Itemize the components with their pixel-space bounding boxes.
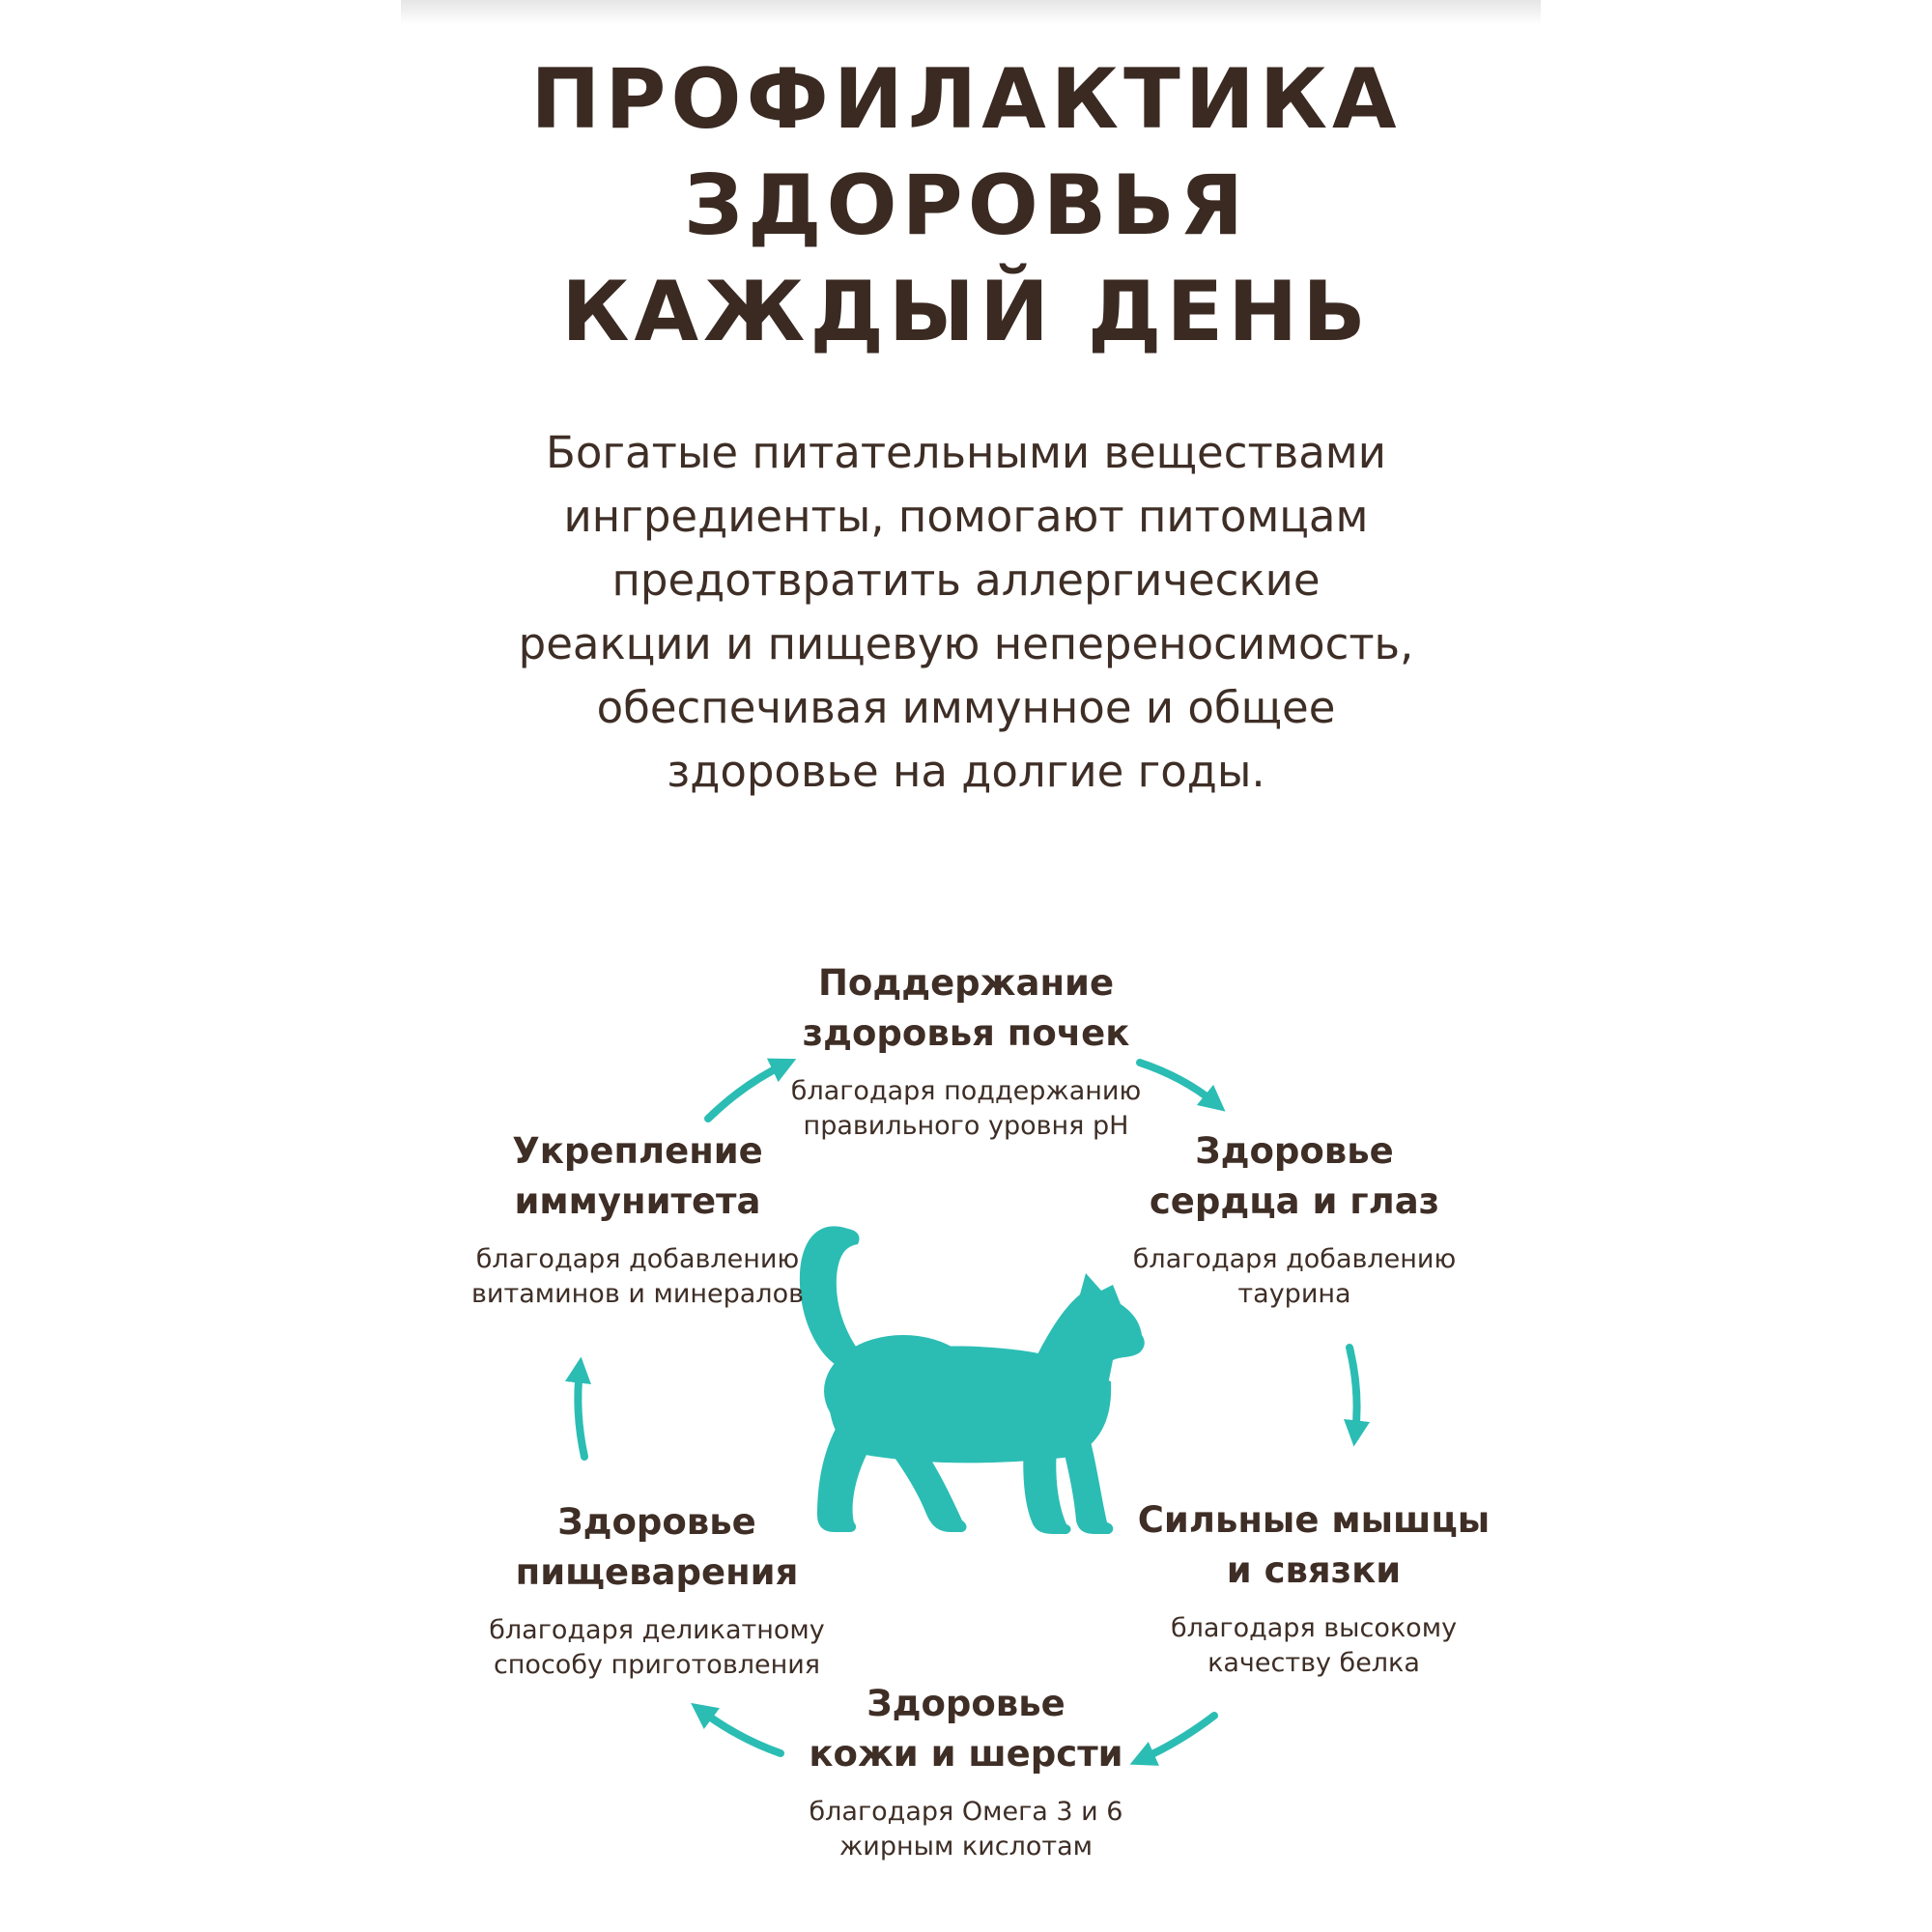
- benefit-description-line: способу приготовления: [493, 1650, 821, 1680]
- title-line: КАЖДЫЙ ДЕНЬ: [561, 264, 1371, 360]
- benefit-heading-line: Здоровье: [1195, 1130, 1394, 1172]
- intro-line: предотвратить аллергические: [611, 554, 1321, 606]
- benefit-description-line: витаминов и минералов: [471, 1279, 804, 1309]
- title-line: ПРОФИЛАКТИКА: [530, 51, 1402, 148]
- benefit-heading: [1121, 1126, 1468, 1227]
- benefit-heading: [1121, 1495, 1507, 1596]
- benefit-description-line: благодаря Омега 3 и 6: [809, 1797, 1123, 1827]
- benefit-description-line: благодаря добавлению: [1132, 1244, 1457, 1274]
- benefit-description-line: таурина: [1237, 1279, 1351, 1309]
- benefit-heading-line: здоровья почек: [802, 1012, 1130, 1054]
- benefit-heart-eyes: [1121, 1126, 1468, 1312]
- benefit-heading-line: иммунитета: [514, 1180, 761, 1222]
- benefit-heading-line: сердца и глаз: [1149, 1180, 1440, 1222]
- arrow-icon: [1350, 1348, 1357, 1434]
- intro-line: обеспечивая иммунное и общее: [596, 682, 1336, 733]
- benefit-heading-line: Здоровье: [557, 1501, 756, 1543]
- benefit-description: [464, 1613, 850, 1683]
- cat-icon: [800, 1226, 1145, 1534]
- benefit-muscles-ligaments: [1121, 1495, 1507, 1681]
- benefit-immunity: [464, 1126, 811, 1312]
- benefit-description: [464, 1242, 811, 1312]
- benefit-description-line: благодаря высокому: [1170, 1613, 1458, 1643]
- arrow-icon: [578, 1370, 584, 1457]
- benefit-description-line: качеству белка: [1208, 1648, 1420, 1678]
- benefit-heading: [464, 1497, 850, 1598]
- benefit-description: [1121, 1242, 1468, 1312]
- benefit-description-line: благодаря добавлению: [475, 1244, 800, 1274]
- title-line: ЗДОРОВЬЯ: [683, 157, 1249, 254]
- benefit-heading: [773, 1679, 1159, 1779]
- benefit-description: [1121, 1611, 1507, 1681]
- benefit-description-line: жирным кислотам: [838, 1832, 1094, 1861]
- benefit-heading-line: Здоровье: [867, 1683, 1065, 1724]
- benefit-heading-line: Сильные мышцы: [1137, 1499, 1491, 1541]
- benefit-heading-line: кожи и шерсти: [809, 1733, 1123, 1775]
- benefit-heading-line: Укрепление: [512, 1130, 763, 1172]
- benefit-description-line: благодаря поддержанию: [790, 1076, 1142, 1106]
- benefit-description-line: благодаря деликатному: [489, 1615, 825, 1645]
- intro-line: Богатые питательными веществами: [546, 427, 1386, 478]
- intro-line: ингредиенты, помогают питомцам: [563, 491, 1369, 542]
- benefit-digestion: [464, 1497, 850, 1683]
- benefit-skin-coat: [773, 1679, 1159, 1864]
- intro-line: реакции и пищевую непереносимость,: [518, 618, 1414, 669]
- benefit-description: [773, 1795, 1159, 1864]
- benefit-heading-line: и связки: [1226, 1549, 1402, 1591]
- benefit-kidney-health: [773, 958, 1159, 1144]
- benefit-description: [773, 1074, 1159, 1144]
- benefit-heading-line: Поддержание: [817, 962, 1115, 1004]
- benefit-heading: [773, 958, 1159, 1059]
- arrow-icon: [701, 1711, 781, 1753]
- benefit-heading-line: пищеварения: [515, 1551, 799, 1593]
- intro-line: здоровье на долгие годы.: [667, 746, 1265, 797]
- benefit-heading: [464, 1126, 811, 1227]
- benefit-description-line: правильного уровня pH: [803, 1111, 1129, 1141]
